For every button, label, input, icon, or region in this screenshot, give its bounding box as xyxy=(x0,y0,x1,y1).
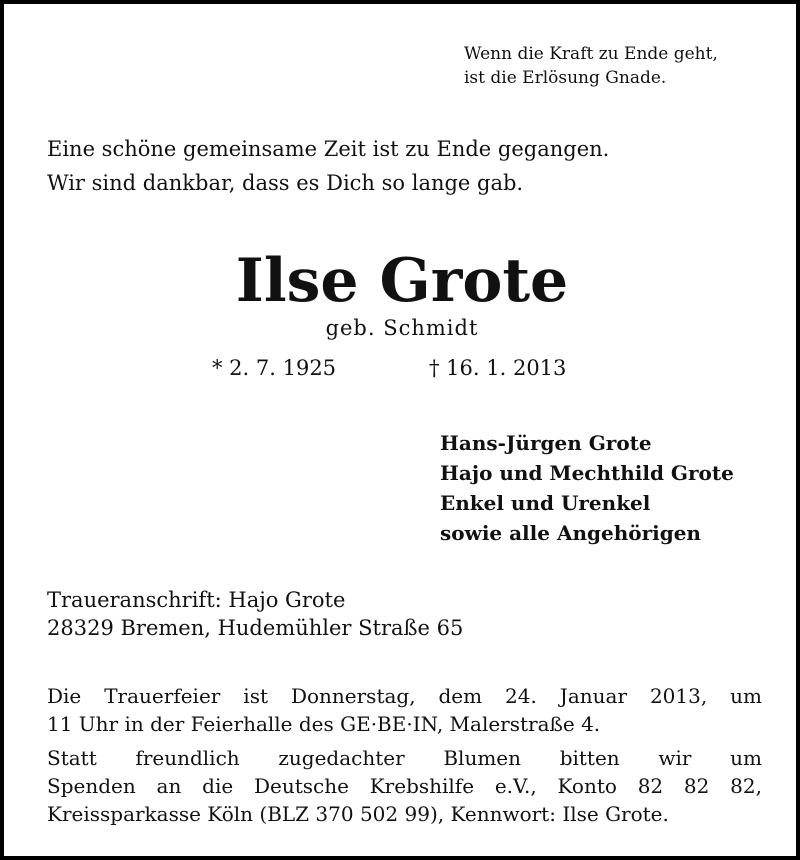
life-dates xyxy=(4,354,800,386)
motto-quote xyxy=(464,42,784,90)
donation-line-2: Spenden an die Deutsche Krebshilfe e.V., Konto 82 82 82, xyxy=(47,774,762,798)
funeral-line-2: 11 Uhr in der Feierhalle des GE·BE·IN, Malerstraße 4. xyxy=(47,712,601,736)
intro-text xyxy=(47,132,767,200)
mourner-item: Hajo und Mechthild Grote xyxy=(440,461,734,485)
donation-line-3: Kreissparkasse Köln (BLZ 370 502 99), Kennwort: Ilse Grote. xyxy=(47,802,669,826)
funeral-info xyxy=(47,682,762,738)
address-line-2: 28329 Bremen, Hudemühler Straße 65 xyxy=(47,616,464,640)
motto-line-1: Wenn die Kraft zu Ende geht, xyxy=(464,44,718,64)
birth-date: * 2. 7. 1925 xyxy=(212,356,337,380)
donation-request xyxy=(47,744,762,828)
donation-line-1: Statt freundlich zugedachter Blumen bitten wir um xyxy=(47,746,762,770)
address-line-1: Traueranschrift: Hajo Grote xyxy=(47,588,346,612)
mourner-item: Enkel und Urenkel xyxy=(440,491,651,515)
intro-line-1: Eine schöne gemeinsame Zeit ist zu Ende gegangen. xyxy=(47,137,610,161)
intro-line-2: Wir sind dankbar, dass es Dich so lange gab. xyxy=(47,171,524,195)
mourner-item: Hans-Jürgen Grote xyxy=(440,431,652,455)
motto-line-2: ist die Erlösung Gnade. xyxy=(464,68,667,88)
deceased-name: Ilse Grote xyxy=(235,246,569,316)
birth-name: geb. Schmidt xyxy=(325,316,479,340)
funeral-line-1: Die Trauerfeier ist Donnerstag, dem 24. Januar 2013, um xyxy=(47,684,762,708)
mourner-item: sowie alle Angehörigen xyxy=(440,521,701,545)
death-date: † 16. 1. 2013 xyxy=(429,356,567,380)
mourners-list xyxy=(440,428,790,548)
condolence-address xyxy=(47,586,767,642)
